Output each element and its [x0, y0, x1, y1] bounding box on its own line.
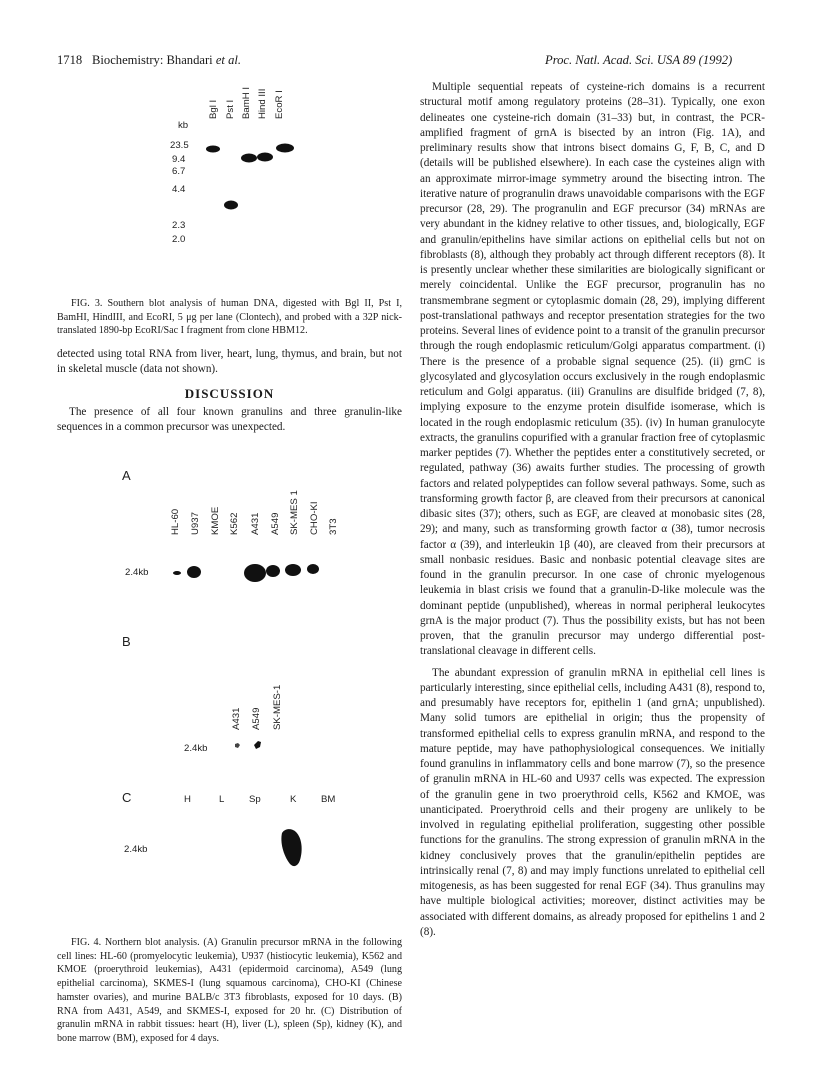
fig3-kb-label: kb — [178, 120, 189, 131]
fig3-lane-label: Hind III — [257, 88, 268, 119]
fig4a-lane-label: 3T3 — [328, 518, 339, 535]
fig3-lane-label: EcoR I — [274, 90, 285, 119]
fig4-caption — [57, 936, 402, 1046]
section-heading-discussion: DISCUSSION — [184, 385, 275, 401]
fig4a-lane-label: KMOE — [210, 506, 221, 535]
fig4c-lane-label: BM — [321, 794, 336, 805]
fig4b-lane-label: A549 — [251, 707, 262, 730]
running-head-section: Biochemistry: Bhandari — [92, 53, 213, 67]
paragraph: Multiple sequential repeats of cysteine-rich domains is a recurrent structural motif among regulatory proteins (28–31). Typically, one exon delineates one cysteine-rich domain (31–33) but, in contrast, the PCR-amplified fragment of grnA is bisected by an intron (Fig. 1A), and preliminary results show that introns bisect domains G, F, B, C, and D (details will be published elsewhere). In each case the cysteines align with an approximate mirror-image symmetry around the bisecting intron. The iterative nature of progranulin draws unavoidable comparisons with the EGF precursor (28, 29). The progranulin and EGF precursor (34) mRNAs are very abundant in the kidney relative to other tissues, and, biologically, EGF and granulin/epithelins have similar actions on epithelial cells but not on fibroblasts (8), although they probably act through different receptors (8). It is presently unclear whether these similarities are biologically significant or merely coincidental. Unlike the EGF precursor, progranulin has no transmembrane segment or cytoplasmic domain (28, 29), implying different post-translational pathways and receptor presentation strategies for the two proteins. Several lines of evidence point to a transit of the granulin precursor through the rough endoplasmic reticulum/Golgi apparatus compartment. (i) There is the presence of a probable signal sequence (25). (ii) grnC is glycosylated and glycosylation occurs exclusively in the rough endoplasmic reticulum and Golgi apparatus. (iii) Granulins are disulfide bridged (7, 8), implying exposure to the enzyme protein disulfide isomerase, which is located in the rough endoplasmic reticulum (35). (iv) In human granulocyte extracts, the granulins copurified with a granular fraction free of cytoplasmic marker peptides (7). Whether the peptides enter a constitutively secreted, or regulated, pathway (36) awaits further studies. The processing of growth factors and related polypeptides can follow several pathways. Some, such as transforming growth factor β, are cleaved from their precursors at canonical dibasic sites (37); others, such as EGF, are cleaved at monobasic sites (28, 29); and many, such as transforming growth factor α (38), tumor necrosis factor α (39), and interleukin 1β (40), are cleaved from their precursors at small nonbasic residues. Basic and nonbasic potential cleavage sites are found in the granulin precursor. In one case of chronic myelogenous leukemia in blast crisis we found that a granulin-D-like molecule was the dominant peptide (unpublished), whereas in normal peripheral leukocytes grnA is the major product (7). Thus the possibility exists, but has not been proven, that the granulin precursor may undergo differential post-translational cleavage in different cells. — [420, 81, 765, 658]
fig4a-lane-label: HL-60 — [170, 508, 181, 535]
paragraph: The presence of all four known granulins and three granulin-like sequences in a common precursor was unexpected. — [57, 405, 402, 433]
fig4c-lane-label: H — [184, 794, 191, 805]
fig4a-lane-label: K562 — [229, 512, 240, 535]
blot-band — [281, 829, 301, 866]
fig4a-lane-label: A431 — [250, 512, 261, 535]
panel-label-c: C — [122, 790, 132, 805]
running-head-etal: et al. — [215, 53, 242, 67]
paragraph: detected using total RNA from liver, heart, lung, thymus, and brain, but not in skeletal muscle (data not shown). — [57, 348, 402, 376]
fig4a-lane-label: U937 — [190, 512, 201, 535]
fig3-marker: 23.5 — [170, 140, 189, 151]
paragraph: The abundant expression of granulin mRNA in epithelial cell lines is particularly interesting, since epithelial cells, including A431 (8), respond to, and presumably have receptors for, epithelin 1 (and grnA; unpublished). Many solid tumors are epithelial in origin; thus the propensity of transformed epithelial cells to express granulin mRNA, and respond to the mature peptide, may have pathophysiological consequences. We initially found granulins in inflammatory cells and bone marrow (7), so the presence of granulin mRNA in HL-60 and U937 cells was expected. The expression of the granulin gene in two proerythroid cells, K562 and KMOE, was unanticipated. Proerythroid cells and their progeny are unlikely to be involved in regulating epithelial proliferation, suggesting other possible functions for the granulins. The strong expression of granulin mRNA in the kidney conclusively proves that the granulin/epithelin peptides are intrinsically renal (7, 8) and may imply functions unrelated to epithelial cell mitogenesis, as has been suggested for renal EGF (34). Thus granulins may have multiple biological activities; moreover, distinct activities may be associated with different domains, as already proposed for epithelins 1 and 2 (8). — [420, 666, 765, 938]
fig3-lane-label: Pst I — [225, 99, 236, 119]
journal-citation: Proc. Natl. Acad. Sci. USA 89 (1992) — [545, 53, 733, 67]
fig4c-size-label: 2.4kb — [124, 844, 148, 855]
fig3-marker: 6.7 — [172, 166, 186, 177]
fig4b-lane-label: SK-MES-1 — [272, 684, 283, 730]
panel-label-b: B — [122, 634, 131, 649]
right-column-text — [420, 80, 765, 940]
page-number: 1718 — [57, 53, 83, 67]
fig3-caption-text: FIG. 3. Southern blot analysis of human DNA, digested with Bgl II, Pst I, BamHI, HindIII, and EcoRI, 5 μg per lane (Clontech), and probed with a 32P nick-translated 1890-bp EcoRI/Sac I fragment from clone HBM12. — [57, 298, 402, 337]
fig4a-lane-label: SK-MES 1 — [289, 490, 300, 535]
fig3-marker: 2.0 — [172, 234, 186, 245]
fig4c-lane-label: L — [219, 794, 225, 805]
fig3-marker: 4.4 — [172, 184, 186, 195]
fig4b-lane-label: A431 — [231, 707, 242, 730]
fig3-marker: 2.3 — [172, 220, 186, 231]
fig4a-size-label: 2.4kb — [125, 567, 149, 578]
fig3-lane-label: Bgl I — [208, 99, 219, 119]
fig3-lane-label: BamH I — [241, 87, 252, 119]
fig4c-lane-label: K — [290, 794, 297, 805]
fig3-marker: 9.4 — [172, 154, 186, 165]
panel-label-a: A — [122, 468, 131, 483]
fig4b-size-label: 2.4kb — [184, 743, 208, 754]
fig4a-lane-label: CHO-KI — [309, 501, 320, 535]
fig4c-lane-label: Sp — [249, 794, 261, 805]
fig4-caption-text: FIG. 4. Northern blot analysis. (A) Granulin precursor mRNA in the following cell lines: HL-60 (promyelocytic leukemia), U937 (histiocytic leukemia), K562 and KMOE (proerythroid leukemias), A431 (epidermoid carcinoma), A549 (lung epithelial carcinoma), SKMES-I (lung squamous carcinoma), CHO-KI (Chinese hamster ovaries), and murine BALB/c 3T3 fibroblasts, exposed for 10 days. (B) RNA from A431, A549, and SKMES-I, exposed for 20 hr. (C) Distribution of granulin mRNA in rabbit tissues: heart (H), liver (L), spleen (Sp), kidney (K), and bone marrow (BM), exposed for 4 days. — [57, 937, 402, 1044]
fig4a-lane-label: A549 — [270, 512, 281, 535]
